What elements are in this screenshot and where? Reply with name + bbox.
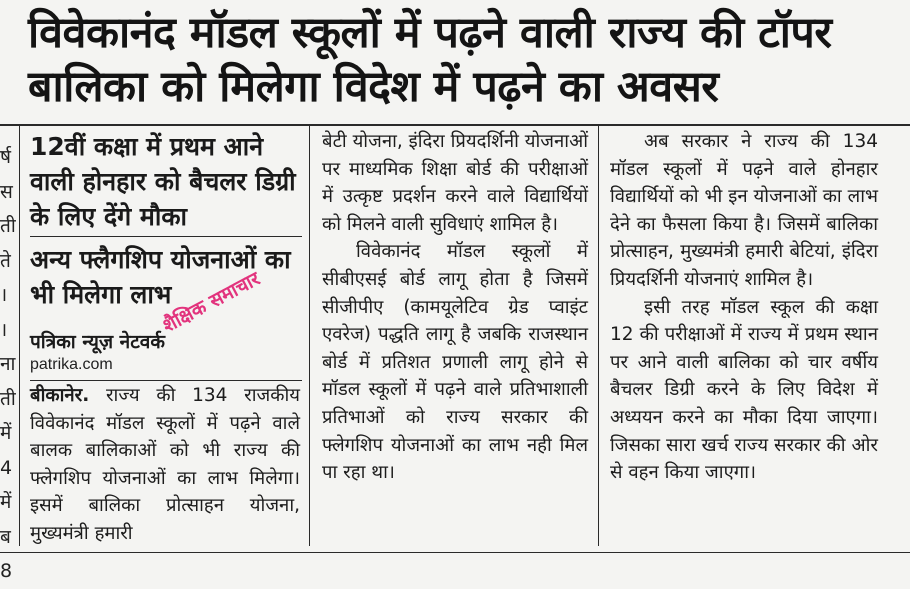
headline-line-1: विवेकानंद मॉडल स्कूलों में पढ़ने वाली राज्य की टॉपर [28, 8, 832, 58]
column-bottom-rule [0, 552, 910, 553]
category-stamp: शैक्षिक समाचार [159, 267, 264, 338]
headline-divider [0, 124, 910, 126]
paragraph-text: राज्य की 134 राजकीय विवेकानंद मॉडल स्कूलों में पढ़ने वाले बालक बालिकाओं को भी राज्य की फ्लेगशिप योजनाओं का लाभ मिलेगा। इसमें बालिका प्रोत्साहन योजना, मुख्यमंत्री हमारी [30, 385, 300, 544]
headline-line-2: बालिका को मिलेगा विदेश में पढ़ने का अवसर [28, 62, 719, 112]
column-divider-2 [598, 126, 599, 546]
article-column-2 [322, 128, 588, 487]
subhead-second: अन्य फ्लैगशिप योजनाओं का भी मिलेगा लाभ [30, 245, 291, 309]
article-column-1 [30, 382, 300, 548]
dateline: बीकानेर. [30, 385, 90, 406]
paragraph [30, 382, 300, 548]
headline [28, 6, 898, 114]
paragraph: विवेकानंद मॉडल स्कूलों में सीबीएसई बोर्ड लागू होता है जिसमें सीजीपीए (कामयूलेटिव ग्रेड प्वाइंट एवरेज) पद्धति लागू है जबकि राजस्थान बोर्ड में प्रतिशत प्रणाली लागू होने से मॉडल स्कूलों में पढ़ने वाले प्रतिभाशाली प्रतिभाओं को राज्य सरकार की फ्लेगशिप योजनाओं का लाभ नही मिल पा रहा था। [322, 241, 588, 484]
column-divider-edge [19, 126, 20, 546]
paragraph: अब सरकार ने राज्य की 134 मॉडल स्कूलों में पढ़ने वाले होनहार विद्यार्थियों को भी इन योजनाओं का लाभ देने का फैसला किया है। जिसमें बालिका प्रोत्साहन, मुख्यमंत्री हमारी बेटियां, इंदिरा प्रियदर्शिनी योजनाएं शामिल है। [610, 131, 878, 290]
subhead-first: 12वीं कक्षा में प्रथम आने वाली होनहार को बैचलर डिग्री के लिए देंगे मौका [30, 132, 296, 231]
byline-site: patrika.com [30, 356, 113, 373]
byline-agency: पत्रिका न्यूज़ नेटवर्क [30, 331, 165, 353]
byline-divider [30, 380, 302, 381]
paragraph: इसी तरह मॉडल स्कूल की कक्षा 12 की परीक्षाओं में राज्य में प्रथम स्थान पर आने वाली बालिका को चार वर्षीय बैचलर डिग्री करने के लिए विदेश में अध्ययन करने का मौका दिया जाएगा। जिसका सारा खर्च राज्य सरकार की ओर से वहन किया जाएगा। [610, 296, 878, 484]
article-column-3 [610, 128, 878, 487]
column-divider-1 [309, 126, 310, 546]
paragraph: बेटी योजना, इंदिरा प्रियदर्शिनी योजनाओं पर माध्यमिक शिक्षा बोर्ड की परीक्षाओं में उत्कृष्ट प्रदर्शन करने वाले विद्यार्थियों को मिलने वाली सुविधाएं शामिल है। [322, 131, 588, 235]
subhead-divider [30, 236, 302, 237]
adjacent-article-fragment: र्ष स ती ते । । ना ती में 4 में ब 8 [0, 146, 16, 582]
